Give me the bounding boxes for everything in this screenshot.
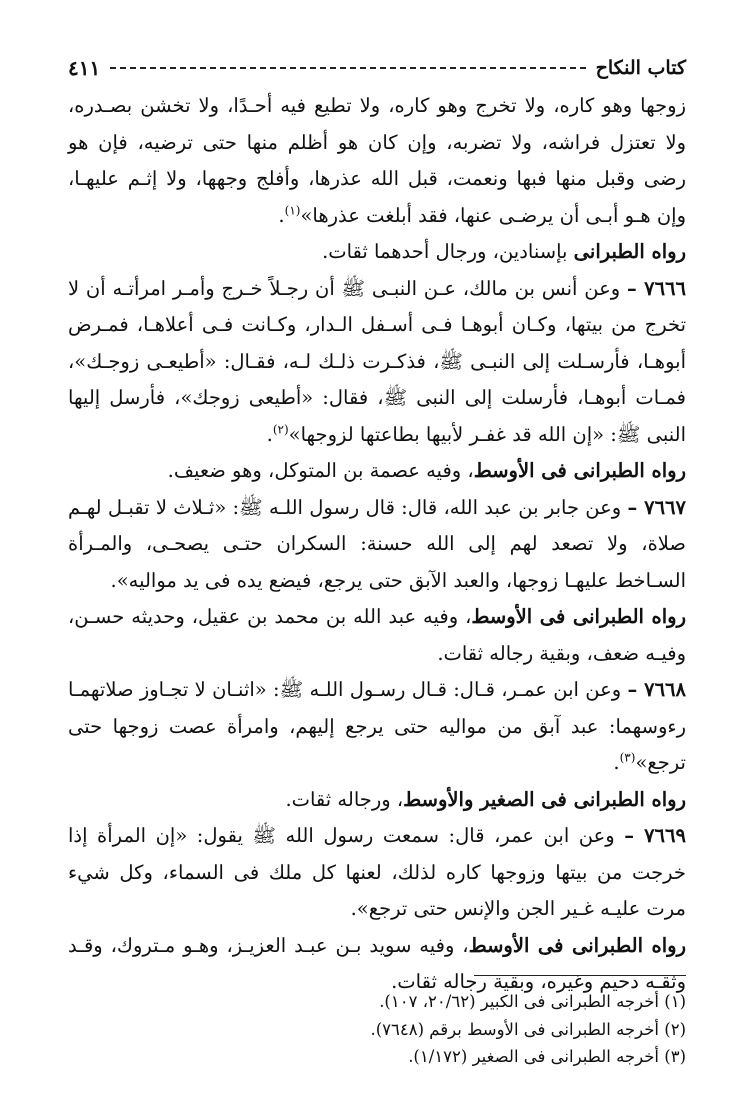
footnote-1: (١) أخرجه الطبرانى فى الكبير (٢٠/٦٢، ١٠٧). [379,992,686,1011]
source-note [68,453,686,490]
chapter-title: كتاب النكاح [595,57,686,79]
footnote-2: (٢) أخرجه الطبرانى فى الأوسط برقم (٧٦٤٨). [370,1019,686,1039]
footnote-ref: (٢) [272,422,289,436]
source-bold: رواه الطبرانى فى الأوسط [471,605,687,628]
source-note [68,234,686,271]
source-bold: رواه الطبرانى [573,240,686,263]
hadith-number: ٧٦٦٧ – [627,495,686,519]
page-number: ٤١١ [68,56,101,80]
source-bold: رواه الطبرانى فى الأوسط [468,933,686,957]
source-rest: بإسنادين، ورجال أحدهما ثقات. [322,240,574,263]
source-rest: ، وفيه سويد بـن عبـد العزيـز، وهـو مـتروك، وقـد وثقـه دحيم وغيره، وبقية رجاله ثقات. [68,933,686,993]
hadith-7668 [68,672,686,782]
hadith-7667 [68,490,686,600]
source-rest: ، ورجاله ثقات. [285,787,404,811]
hadith-number: ٧٦٦٩ – [624,824,686,847]
hadith-text: وعن ابن عمـر، قـال: قـال رسـول اللـه ﷺ: «اثنـان لا تجـاوز صلاتهمـا رءوسهما: عبد آبق من مواليه حتى يرجع إليهم، وامرأة عصت زوجها حتى ترجع» [68,678,686,774]
hadith-number: ٧٦٦٦ – [626,276,687,300]
hadith-number: ٧٦٦٨ – [627,678,686,701]
header-rule [110,67,585,69]
hadith-text: وعن أنس بن مالك، عـن النبـى ﷺ أن رجـلاً خـرج وأمـر امرأتـه أن لا تخرج من بيتها، وكـان أبوهـا فـى أسـفل الـدار، وكـانت فـى أعلاهـا، فمـرض أبوهـا، فأرسـلت إلى النبـى ﷺ، فذكـرت ذلـك لـه، فقـال: «أطيعـى زوجـك»، فمـات أبوهـا، فأرسلت إلى النبى ﷺ، فقال: «أطيعى زوجك»، فأرسل إليها النبى ﷺ: «إن الله قد غفـر لأبيها بطاعتها لزوجها» [68,276,686,446]
source-bold: رواه الطبرانى فى الصغير والأوسط [403,787,686,811]
page-body [68,88,686,1001]
footnote-ref: (٣) [619,750,636,765]
hadith-7666 [68,271,686,454]
hadith-text: وعن جابر بن عبد الله، قال: قال رسول اللـه ﷺ: «ثـلاث لا تقبـل لهـم صلاة، ولا تصعد لهم إلى الله حسنة: السكران حتـى يصحـى، والمـرأة السـاخط عليهـا زوجها، والعبد الآبق حتى يرجع، فيضع يده فى يد مواليه». [68,495,686,592]
source-rest: ، وفيه عبد الله بن محمد بن عقيل، وحديثه حسـن، وفيـه ضعف، وبقية رجاله ثقات. [68,605,686,665]
source-bold: رواه الطبرانى فى الأوسط [473,459,686,482]
footnotes [68,988,686,1071]
source-rest: ، وفيه عصمة بن المتوكل، وهو ضعيف. [167,459,474,482]
punctuation: . [266,422,273,446]
continued-hadith-text [68,88,686,234]
punctuation: . [278,203,285,227]
hadith-text: وعن ابن عمر، قال: سمعت رسول الله ﷺ يقول: «إن المرأة إذا خرجت من بيتها وزوجها كاره لذلك، لعنها كل ملك فى السماء، وكل شيء مرت عليـه غـير الجن والإنس حتى ترجع». [68,824,686,920]
footnote-3: (٣) أخرجه الطبرانى فى الصغير (١/١٧٢). [408,1047,686,1066]
punctuation: . [613,751,620,774]
footnote-ref: (١) [284,203,301,217]
running-header [68,48,686,88]
source-note [68,782,686,819]
source-note [68,599,686,672]
hadith-7669 [68,818,686,928]
hadith-text: زوجها وهو كاره، ولا تخرج وهو كاره، ولا تطيع فيه أحـدًا، ولا تخشن بصـدره، ولا تعتزل فراشه، ولا تضربه، وإن كان هو أظلم منها حتى ترضيه، فإن هو رضى وقبل منها فبها ونعمت، قبل الله عذرها، وأفلج وجهها، ولا إثـم عليهـا، وإن هـو أبـى أن يرضـى عنها، فقد أبلغت عذرها» [68,94,686,227]
